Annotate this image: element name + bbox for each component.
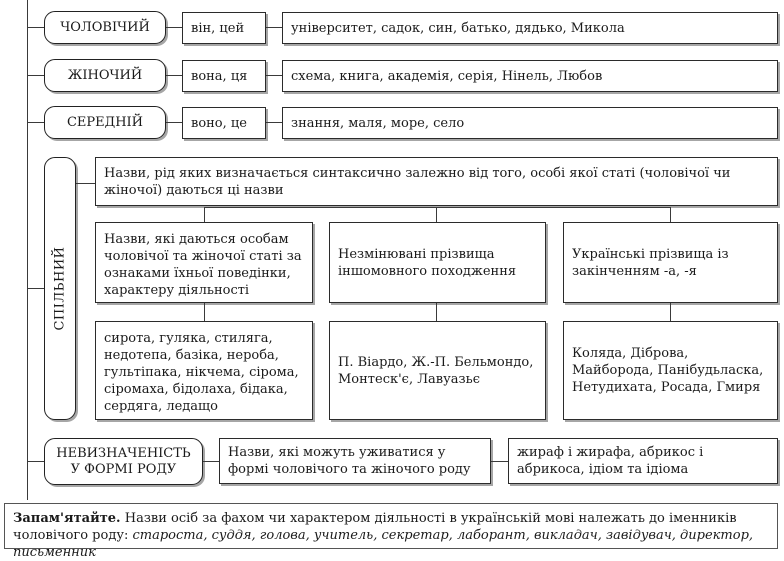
branch-common xyxy=(27,288,44,289)
connector xyxy=(166,27,182,28)
uncertain-description: Назви, які можуть уживатися у формі чоловічого та жіночого роду xyxy=(219,438,491,484)
connector xyxy=(436,207,437,222)
connector xyxy=(166,122,182,123)
common-col2-title: Незмінювані прізвища іншомовного походження xyxy=(329,222,546,303)
gender-feminine: ЖІНОЧИЙ xyxy=(44,59,166,92)
remember-note xyxy=(4,503,778,560)
connector xyxy=(266,27,282,28)
common-col2-examples: П. Віардо, Ж.-П. Бельмондо, Монтеск'є, Лавуазьє xyxy=(329,321,546,420)
connector xyxy=(203,461,219,462)
pronouns-feminine: вона, ця xyxy=(182,60,266,92)
distribution-line xyxy=(204,207,671,208)
note-examples: староста, суддя, голова, учитель, секретар, лаборант, викладач, завідувач, директор, письменник xyxy=(13,528,754,560)
common-col1-title: Назви, які даються особам чоловічої та жіночої статі за ознаками їхньої поведінки, характеру діяльності xyxy=(95,222,313,303)
common-col3-title: Українські прізвища із закінченням -а, -я xyxy=(563,222,778,303)
connector xyxy=(204,303,205,321)
connector xyxy=(670,303,671,321)
pronouns-masculine: він, цей xyxy=(182,12,266,44)
examples-feminine: схема, книга, академія, серія, Нінель, Любов xyxy=(282,60,778,92)
gender-common-label: СПІЛЬНИЙ xyxy=(52,246,68,331)
branch-masculine xyxy=(27,27,44,28)
connector xyxy=(76,183,95,184)
examples-masculine: університет, садок, син, батько, дядько, Микола xyxy=(282,12,778,44)
branch-uncertain xyxy=(27,461,44,462)
connector xyxy=(436,303,437,321)
connector xyxy=(670,207,671,222)
connector xyxy=(204,207,205,222)
branch-neuter xyxy=(27,122,44,123)
common-col3-examples: Коляда, Діброва, Майборода, Панібудьласка, Нетудихата, Росада, Гмиря xyxy=(563,321,778,420)
branch-feminine xyxy=(27,75,44,76)
uncertain-examples: жираф і жирафа, абрикос і абрикоса, ідіом та ідіома xyxy=(508,438,778,484)
gender-masculine: ЧОЛОВІЧИЙ xyxy=(44,11,166,44)
connector xyxy=(491,461,508,462)
connector xyxy=(266,122,282,123)
common-col1-examples: сирота, гуляка, стиляга, недотепа, базіка, нероба, гультіпака, нікчема, сірома, сіромаха, бідолаха, бідака, сердяга, ледащо xyxy=(95,321,313,420)
connector xyxy=(166,75,182,76)
examples-neuter: знання, маля, море, село xyxy=(282,107,778,139)
note-label: Запам'ятайте. xyxy=(13,511,121,526)
common-header: Назви, рід яких визначається синтаксично залежно від того, особі якої статі (чоловічої чи жіночої) даються ці назви xyxy=(95,157,778,206)
gender-uncertain: НЕВИЗНАЧЕНІСТЬ У ФОРМІ РОДУ xyxy=(44,438,203,485)
gender-neuter: СЕРЕДНІЙ xyxy=(44,106,166,139)
pronouns-neuter: воно, це xyxy=(182,107,266,139)
connector xyxy=(266,75,282,76)
note-text: Назви осіб за фахом чи характером діяльності в українській мові належать до іменників чоловічого роду: xyxy=(13,511,737,543)
